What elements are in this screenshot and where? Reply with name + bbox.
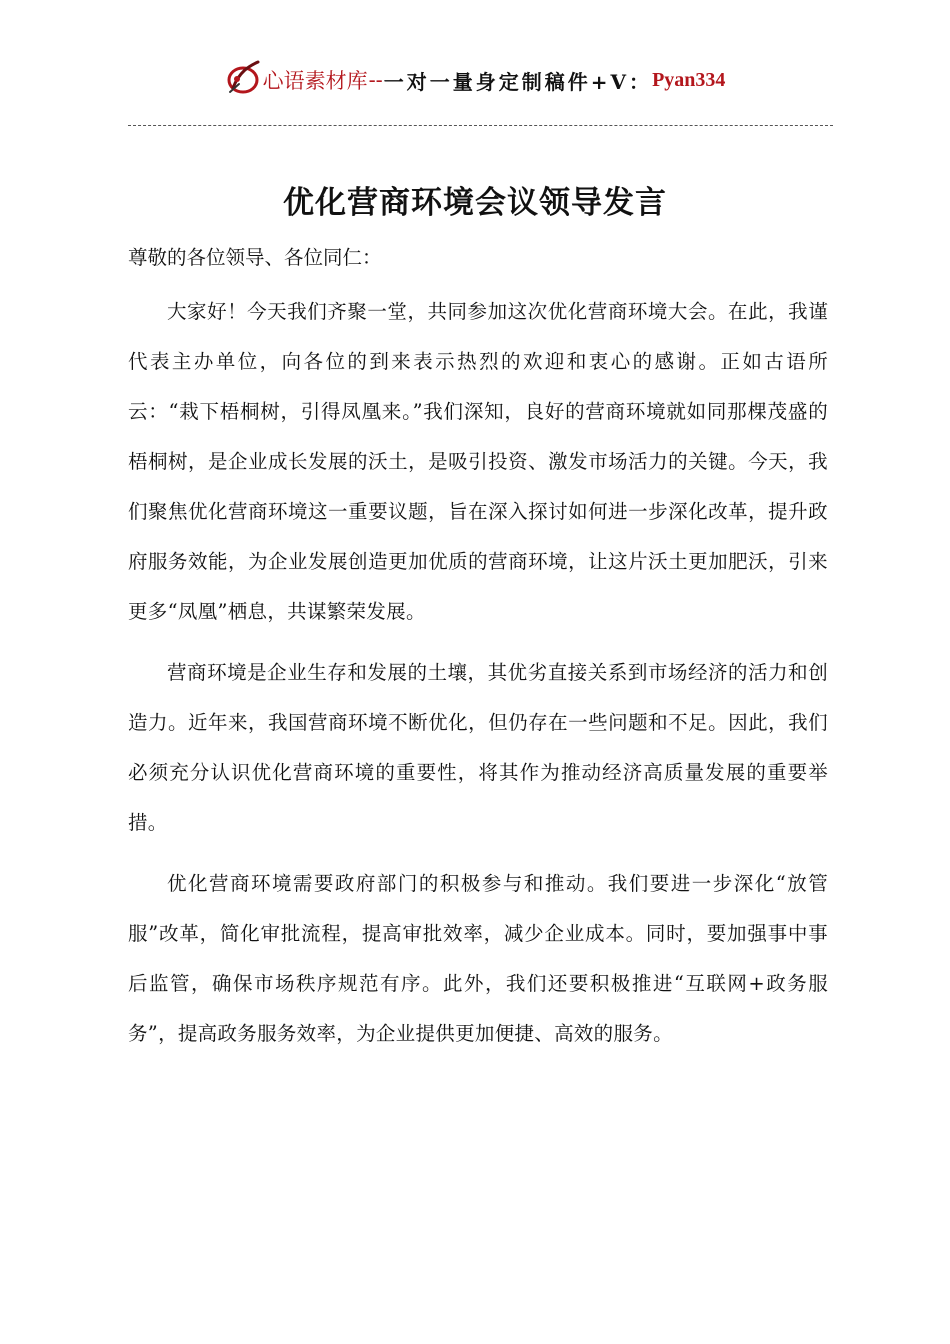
paragraph: 大家好！今天我们齐聚一堂，共同参加这次优化营商环境大会。在此，我谨代表主办单位，向各位的到来表示热烈的欢迎和衷心的感谢。正如古语所云：“栽下梧桐树，引得凤凰来。”我们深知，良好的营商环境就如同那棵茂盛的梧桐树，是企业成长发展的沃土，是吸引投资、激发市场活力的关键。今天，我们聚焦优化营商环境这一重要议题，旨在深入探讨如何进一步深化改革，提升政府服务效能，为企业发展创造更加优质的营商环境，让这片沃土更加肥沃，引来更多“凤凰”栖息，共谋繁荣发展。 (128, 300, 828, 623)
header-divider (128, 125, 833, 126)
header-contact: Pyan334 (652, 68, 726, 91)
paragraph: 营商环境是企业生存和发展的土壤，其优劣直接关系到市场经济的活力和创造力。近年来，我国营商环境不断优化，但仍存在一些问题和不足。因此，我们必须充分认识优化营商环境的重要性，将其作为推动经济高质量发展的重要举措。 (128, 661, 828, 834)
paragraph: 优化营商环境需要政府部门的积极参与和推动。我们要进一步深化“放管服”改革，简化审批流程，提高审批效率，减少企业成本。同时，要加强事中事后监管，确保市场秩序规范有序。此外，我们还要积极推进“互联网+政务服务”，提高政务服务效率，为企业提供更加便捷、高效的服务。 (128, 872, 828, 1045)
document-body (128, 287, 828, 1070)
salutation: 尊敬的各位领导、各位同仁： (128, 246, 382, 269)
header-separator: -- (368, 68, 383, 92)
brand-name: 心语素材库 (262, 69, 368, 93)
page-header (0, 58, 950, 102)
brand-logo-icon (225, 58, 261, 98)
header-slogan: 一对一量身定制稿件+V： (383, 69, 653, 94)
document-title: 优化营商环境会议领导发言 (283, 185, 667, 221)
